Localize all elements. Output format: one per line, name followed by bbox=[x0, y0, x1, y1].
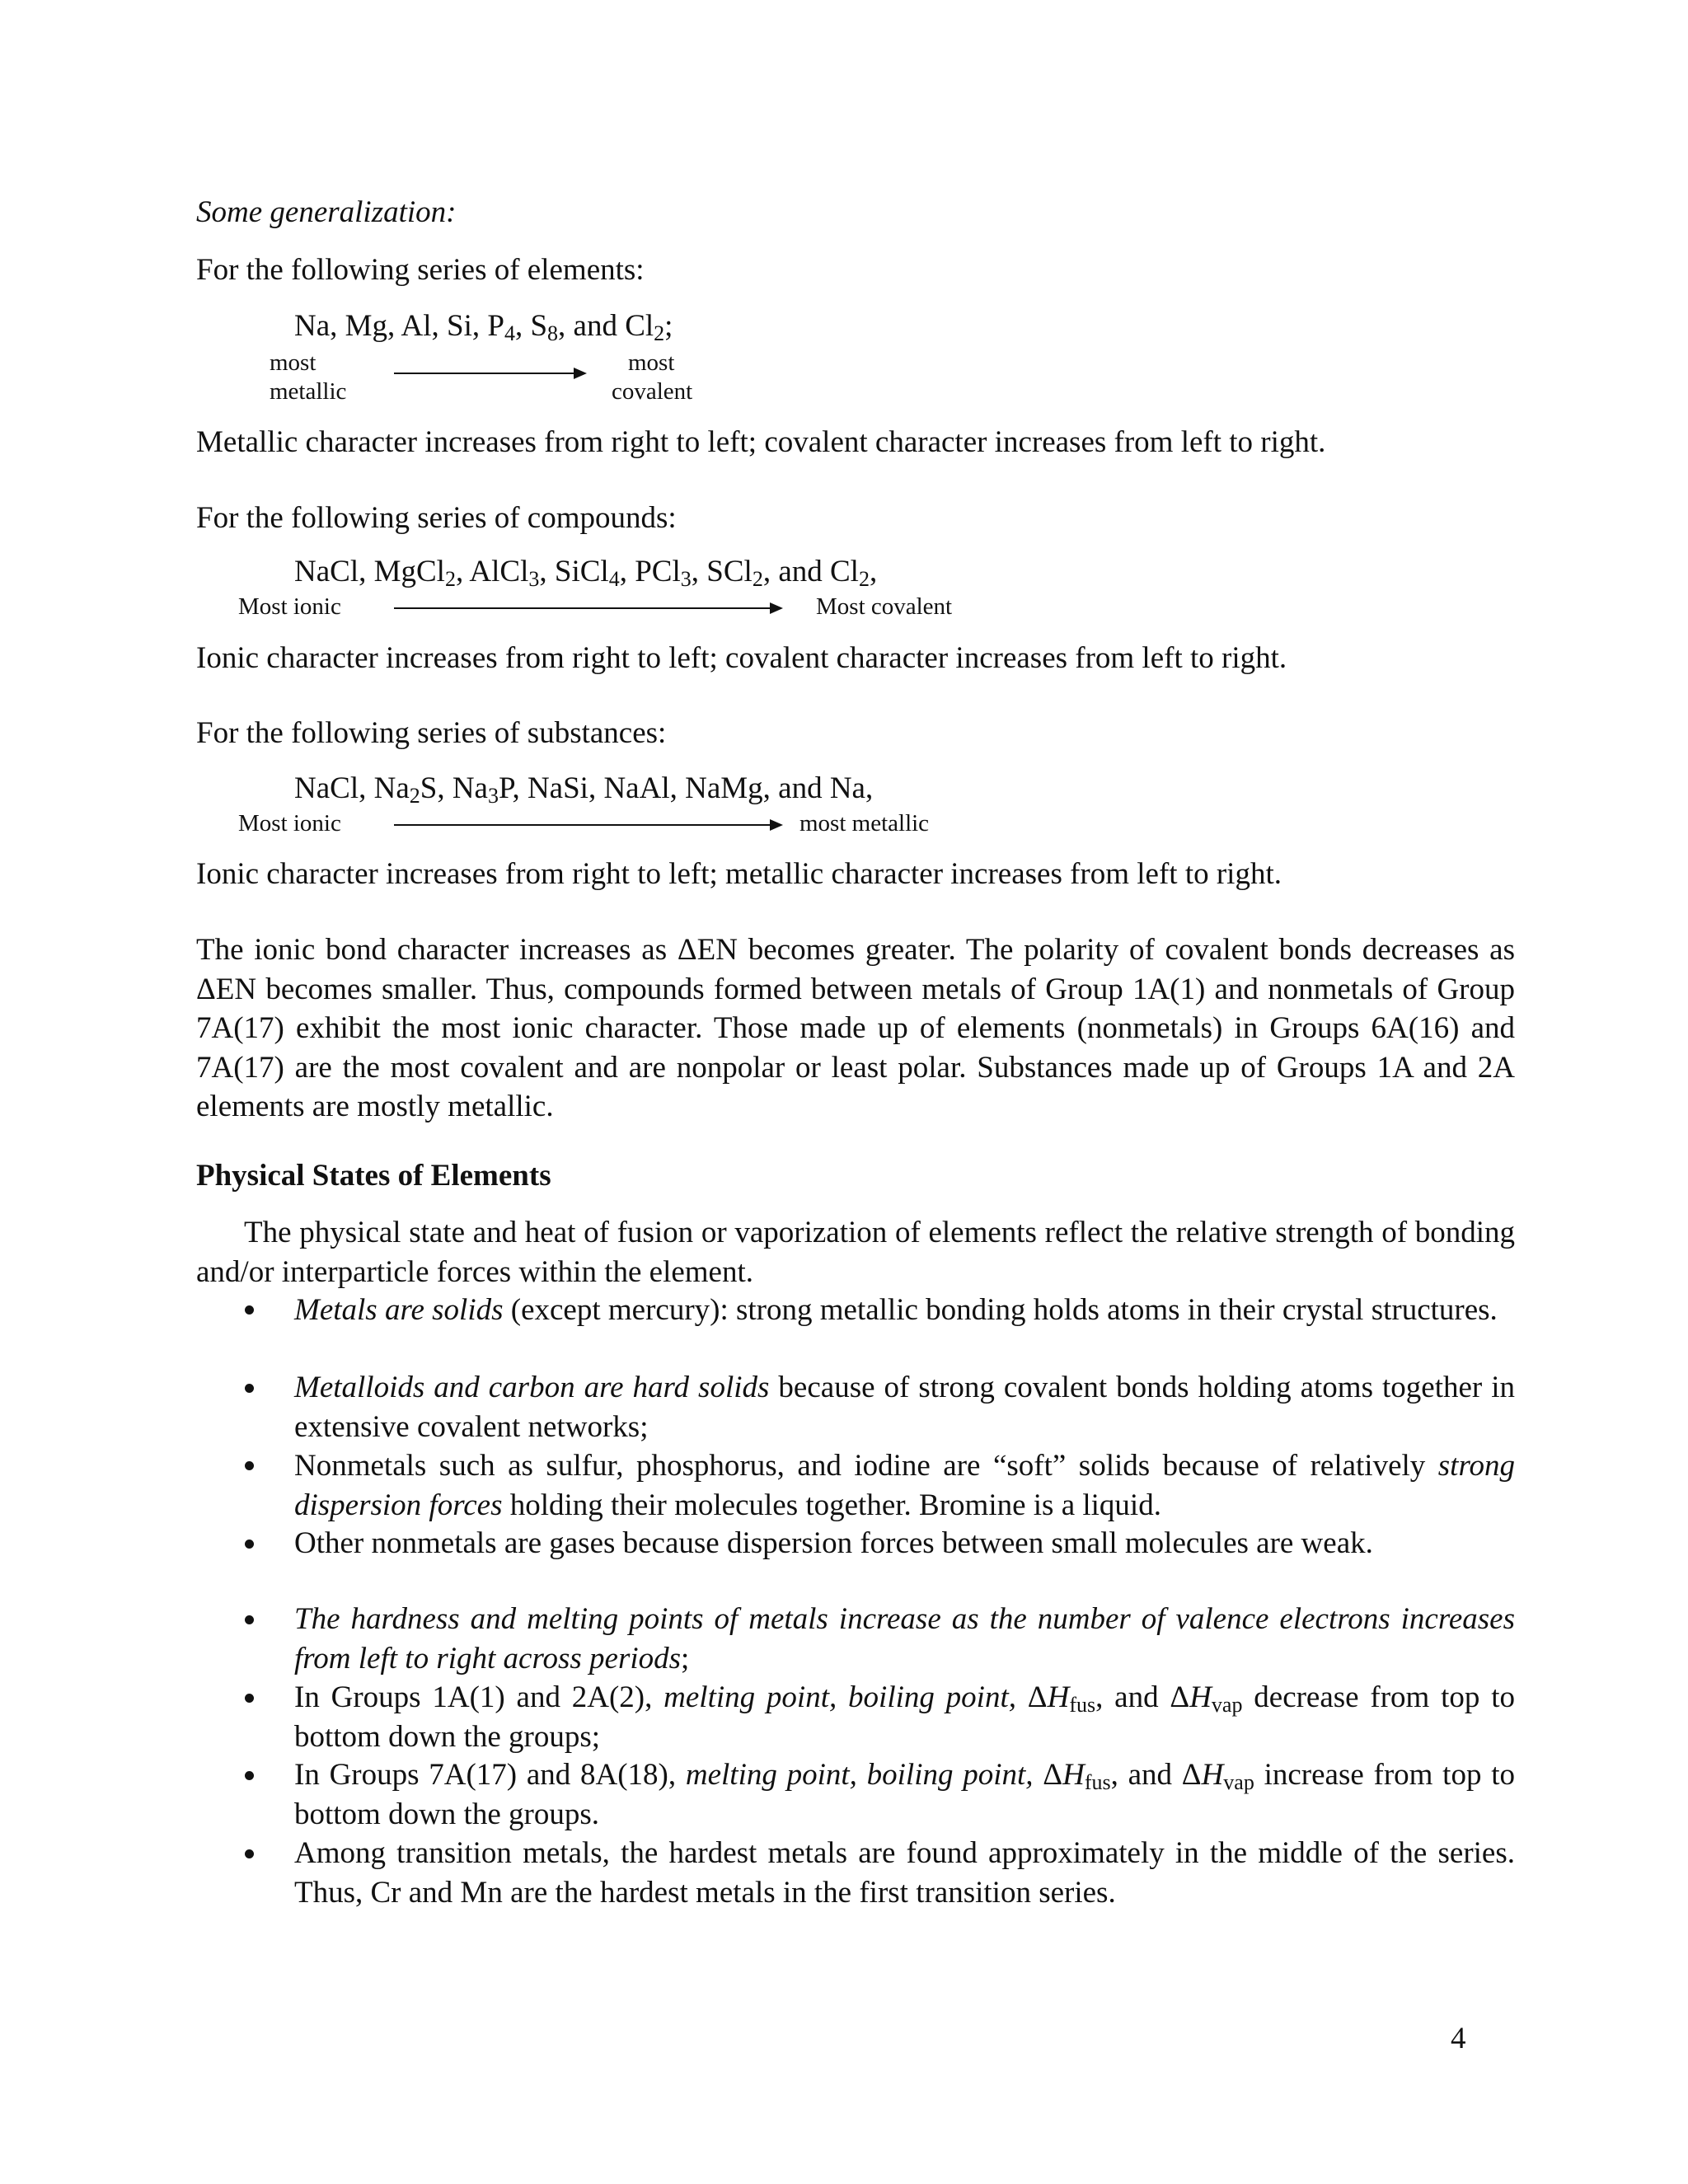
elements-left-label-1: most bbox=[270, 349, 316, 376]
substances-series: NaCl, $Na_2S$, $Na_3P$, NaSi, NaAl, NaMg, and Na, bbox=[294, 771, 874, 808]
compounds-left-label: Most ionic bbox=[238, 593, 341, 620]
bullet-dot bbox=[245, 1694, 254, 1703]
elements-lead: For the following series of elements: bbox=[196, 253, 645, 287]
bullet-dot bbox=[245, 1540, 254, 1549]
bond-paragraph: The ionic bond character increases as ΔEN becomes greater. The polarity of covalent bonds decreases as ΔEN becomes smaller. Thus, compounds formed between metals of Group 1A(1) and nonmetals of Group 7A(17) exhibit the most ionic character. Those made up of elements (nonmetals) in Groups 6A(16) and 7A(17) are the most covalent and are nonpolar or least polar. Substances made up of Groups 1A and 2A elements are mostly metallic. bbox=[196, 933, 1515, 1123]
bullet-nonmetals: Nonmetals such as sulfur, phosphorus, and iodine are “soft” solids because of relatively strong dispersion forces holding their molecules together. Bromine is a liquid. bbox=[294, 1449, 1515, 1522]
bullet-dot bbox=[245, 1849, 254, 1858]
bullet-dot bbox=[245, 1384, 254, 1393]
substances-arrow bbox=[394, 824, 781, 826]
bullet-metalloids: Metalloids and carbon are hard solids because of strong covalent bonds holding atoms together in extensive covalent networks; bbox=[294, 1371, 1515, 1444]
bullet-dot bbox=[245, 1615, 254, 1624]
elements-right-label-2: covalent bbox=[612, 378, 693, 405]
substances-right-label: most metallic bbox=[799, 810, 930, 837]
compounds-lead: For the following series of compounds: bbox=[196, 501, 677, 535]
substances-left-label: Most ionic bbox=[238, 810, 341, 837]
physical-states-intro: The physical state and heat of fusion or vaporization of elements reflect the relative strength of bonding and/or interparticle forces within the element. bbox=[196, 1216, 1515, 1289]
elements-right-label-1: most bbox=[628, 349, 675, 376]
bullet-dot bbox=[245, 1461, 254, 1470]
bullet-groups-1a-2a: In Groups 1A(1) and 2A(2), melting point, boiling point, $\Delta H_{fus}$, and $\Delta H_{vap}$ decrease from top to bottom down the groups; bbox=[294, 1680, 1515, 1754]
compounds-summary: Ionic character increases from right to left; covalent character increases from left to right. bbox=[196, 641, 1287, 675]
bullet-metals: Metals are solids (except mercury): strong metallic bonding holds atoms in their crystal structures. bbox=[294, 1293, 1498, 1327]
substances-summary: Ionic character increases from right to left; metallic character increases from left to right. bbox=[196, 857, 1282, 891]
elements-left-label-2: metallic bbox=[270, 378, 347, 405]
elements-summary: Metallic character increases from right to left; covalent character increases from left to right. bbox=[196, 425, 1326, 459]
elements-arrow bbox=[394, 373, 585, 374]
bullet-dot bbox=[245, 1305, 254, 1315]
compounds-right-label: Most covalent bbox=[816, 593, 953, 620]
page-number: 4 bbox=[1451, 2022, 1466, 2055]
bullet-transition-metals: Among transition metals, the hardest metals are found approximately in the middle of the series. Thus, Cr and Mn are the hardest metals in the first transition series. bbox=[294, 1836, 1515, 1910]
compounds-series: NaCl, MgCl$_2$, AlCl$_3$, SiCl$_4$, PCl$_3$, SCl$_2$, and $Cl_2$, bbox=[294, 555, 878, 591]
bullet-dot bbox=[245, 1771, 254, 1780]
section-title: Some generalization: bbox=[196, 195, 457, 229]
physical-states-heading: Physical States of Elements bbox=[196, 1159, 551, 1193]
compounds-arrow bbox=[394, 607, 781, 609]
elements-series: Na, Mg, Al, Si, $P_4$, $S_8$, and $Cl_2$; bbox=[294, 309, 673, 345]
substances-lead: For the following series of substances: bbox=[196, 716, 667, 750]
bullet-hardness: The hardness and melting points of metals increase as the number of valence electrons increases from left to right across periods; bbox=[294, 1602, 1515, 1675]
bullet-gases: Other nonmetals are gases because dispersion forces between small molecules are weak. bbox=[294, 1526, 1373, 1560]
bullet-groups-7a-8a: In Groups 7A(17) and 8A(18), melting point, boiling point, $\Delta H_{fus}$, and $\Delta H_{vap}$ increase from top to bottom down the groups. bbox=[294, 1758, 1515, 1831]
